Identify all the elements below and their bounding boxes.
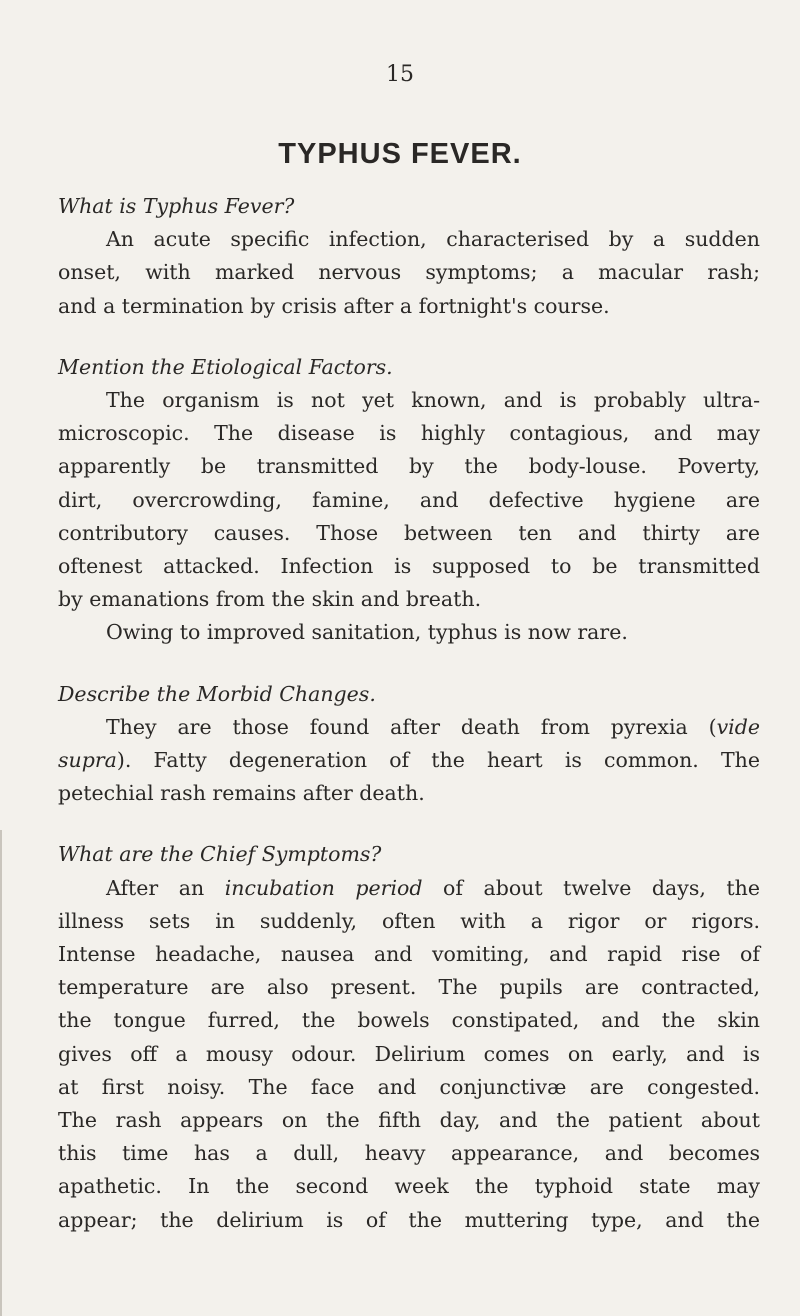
text-line: by emanations from the skin and breath.: [58, 587, 482, 612]
text-line: petechial rash remains after death.: [58, 781, 425, 806]
section-morbid-changes: [58, 678, 760, 811]
answer-paragraph: [58, 384, 760, 650]
text-line: contributory causes. Those between ten and thirty are: [58, 520, 760, 545]
text-line: [58, 711, 760, 744]
text-line: appear; the delirium is of the muttering type, and the: [58, 1207, 760, 1232]
answer-paragraph: [58, 223, 760, 323]
italic-term: incubation period: [224, 875, 423, 900]
text-line: this time has a dull, heavy appearance, and becomes: [58, 1141, 760, 1166]
question-heading: Describe the Morbid Changes.: [58, 681, 376, 706]
page-edge-shadow: [0, 830, 2, 1316]
page-content: [58, 190, 760, 1265]
text-line: [58, 744, 760, 777]
text-line: temperature are also present. The pupils are contracted,: [58, 975, 760, 1000]
question-heading: What is Typhus Fever?: [58, 194, 295, 218]
text-line: The organism is not yet known, and is probably ultra-: [106, 388, 760, 413]
text-run: After an: [106, 875, 225, 900]
page-number: 15: [386, 62, 414, 87]
text-line: and a termination by crisis after a fortnight's course.: [58, 293, 610, 318]
text-line: The rash appears on the fifth day, and the patient about: [58, 1108, 760, 1133]
text-line: illness sets in suddenly, often with a rigor or rigors.: [58, 908, 760, 933]
text-line: dirt, overcrowding, famine, and defective hygiene are: [58, 487, 760, 512]
section-definition: [58, 190, 760, 323]
italic-term: vide: [716, 714, 760, 739]
text-line: An acute specific infection, characterised by a sudden: [106, 227, 760, 252]
text-run: ). Fatty degeneration of the heart is common. The: [116, 748, 760, 773]
text-run: of about twelve days, the: [422, 875, 760, 900]
answer-paragraph: [58, 711, 760, 811]
italic-term: supra: [58, 748, 117, 773]
text-line: Owing to improved sanitation, typhus is now rare.: [106, 620, 628, 645]
section-symptoms: [58, 838, 760, 1236]
text-line: gives off a mousy odour. Delirium comes on early, and is: [58, 1041, 760, 1066]
text-line: microscopic. The disease is highly contagious, and may: [58, 421, 760, 446]
question-heading: What are the Chief Symptoms?: [58, 842, 382, 867]
text-line: [58, 872, 760, 905]
question-heading: Mention the Etiological Factors.: [58, 354, 393, 379]
text-line: apparently be transmitted by the body-louse. Poverty,: [58, 454, 760, 479]
section-etiology: [58, 351, 760, 650]
text-line: at first noisy. The face and conjunctivæ are congested.: [58, 1074, 760, 1099]
text-line: the tongue furred, the bowels constipated, and the skin: [58, 1008, 760, 1033]
text-line: onset, with marked nervous symptoms; a macular rash;: [58, 260, 760, 285]
answer-paragraph: [58, 872, 760, 1237]
text-run: They are those found after death from pyrexia (: [106, 714, 717, 739]
text-line: oftenest attacked. Infection is supposed to be transmitted: [58, 554, 760, 579]
text-line: Intense headache, nausea and vomiting, and rapid rise of: [58, 942, 760, 967]
text-line: apathetic. In the second week the typhoid state may: [58, 1174, 760, 1199]
chapter-title: TYPHUS FEVER.: [278, 138, 522, 170]
